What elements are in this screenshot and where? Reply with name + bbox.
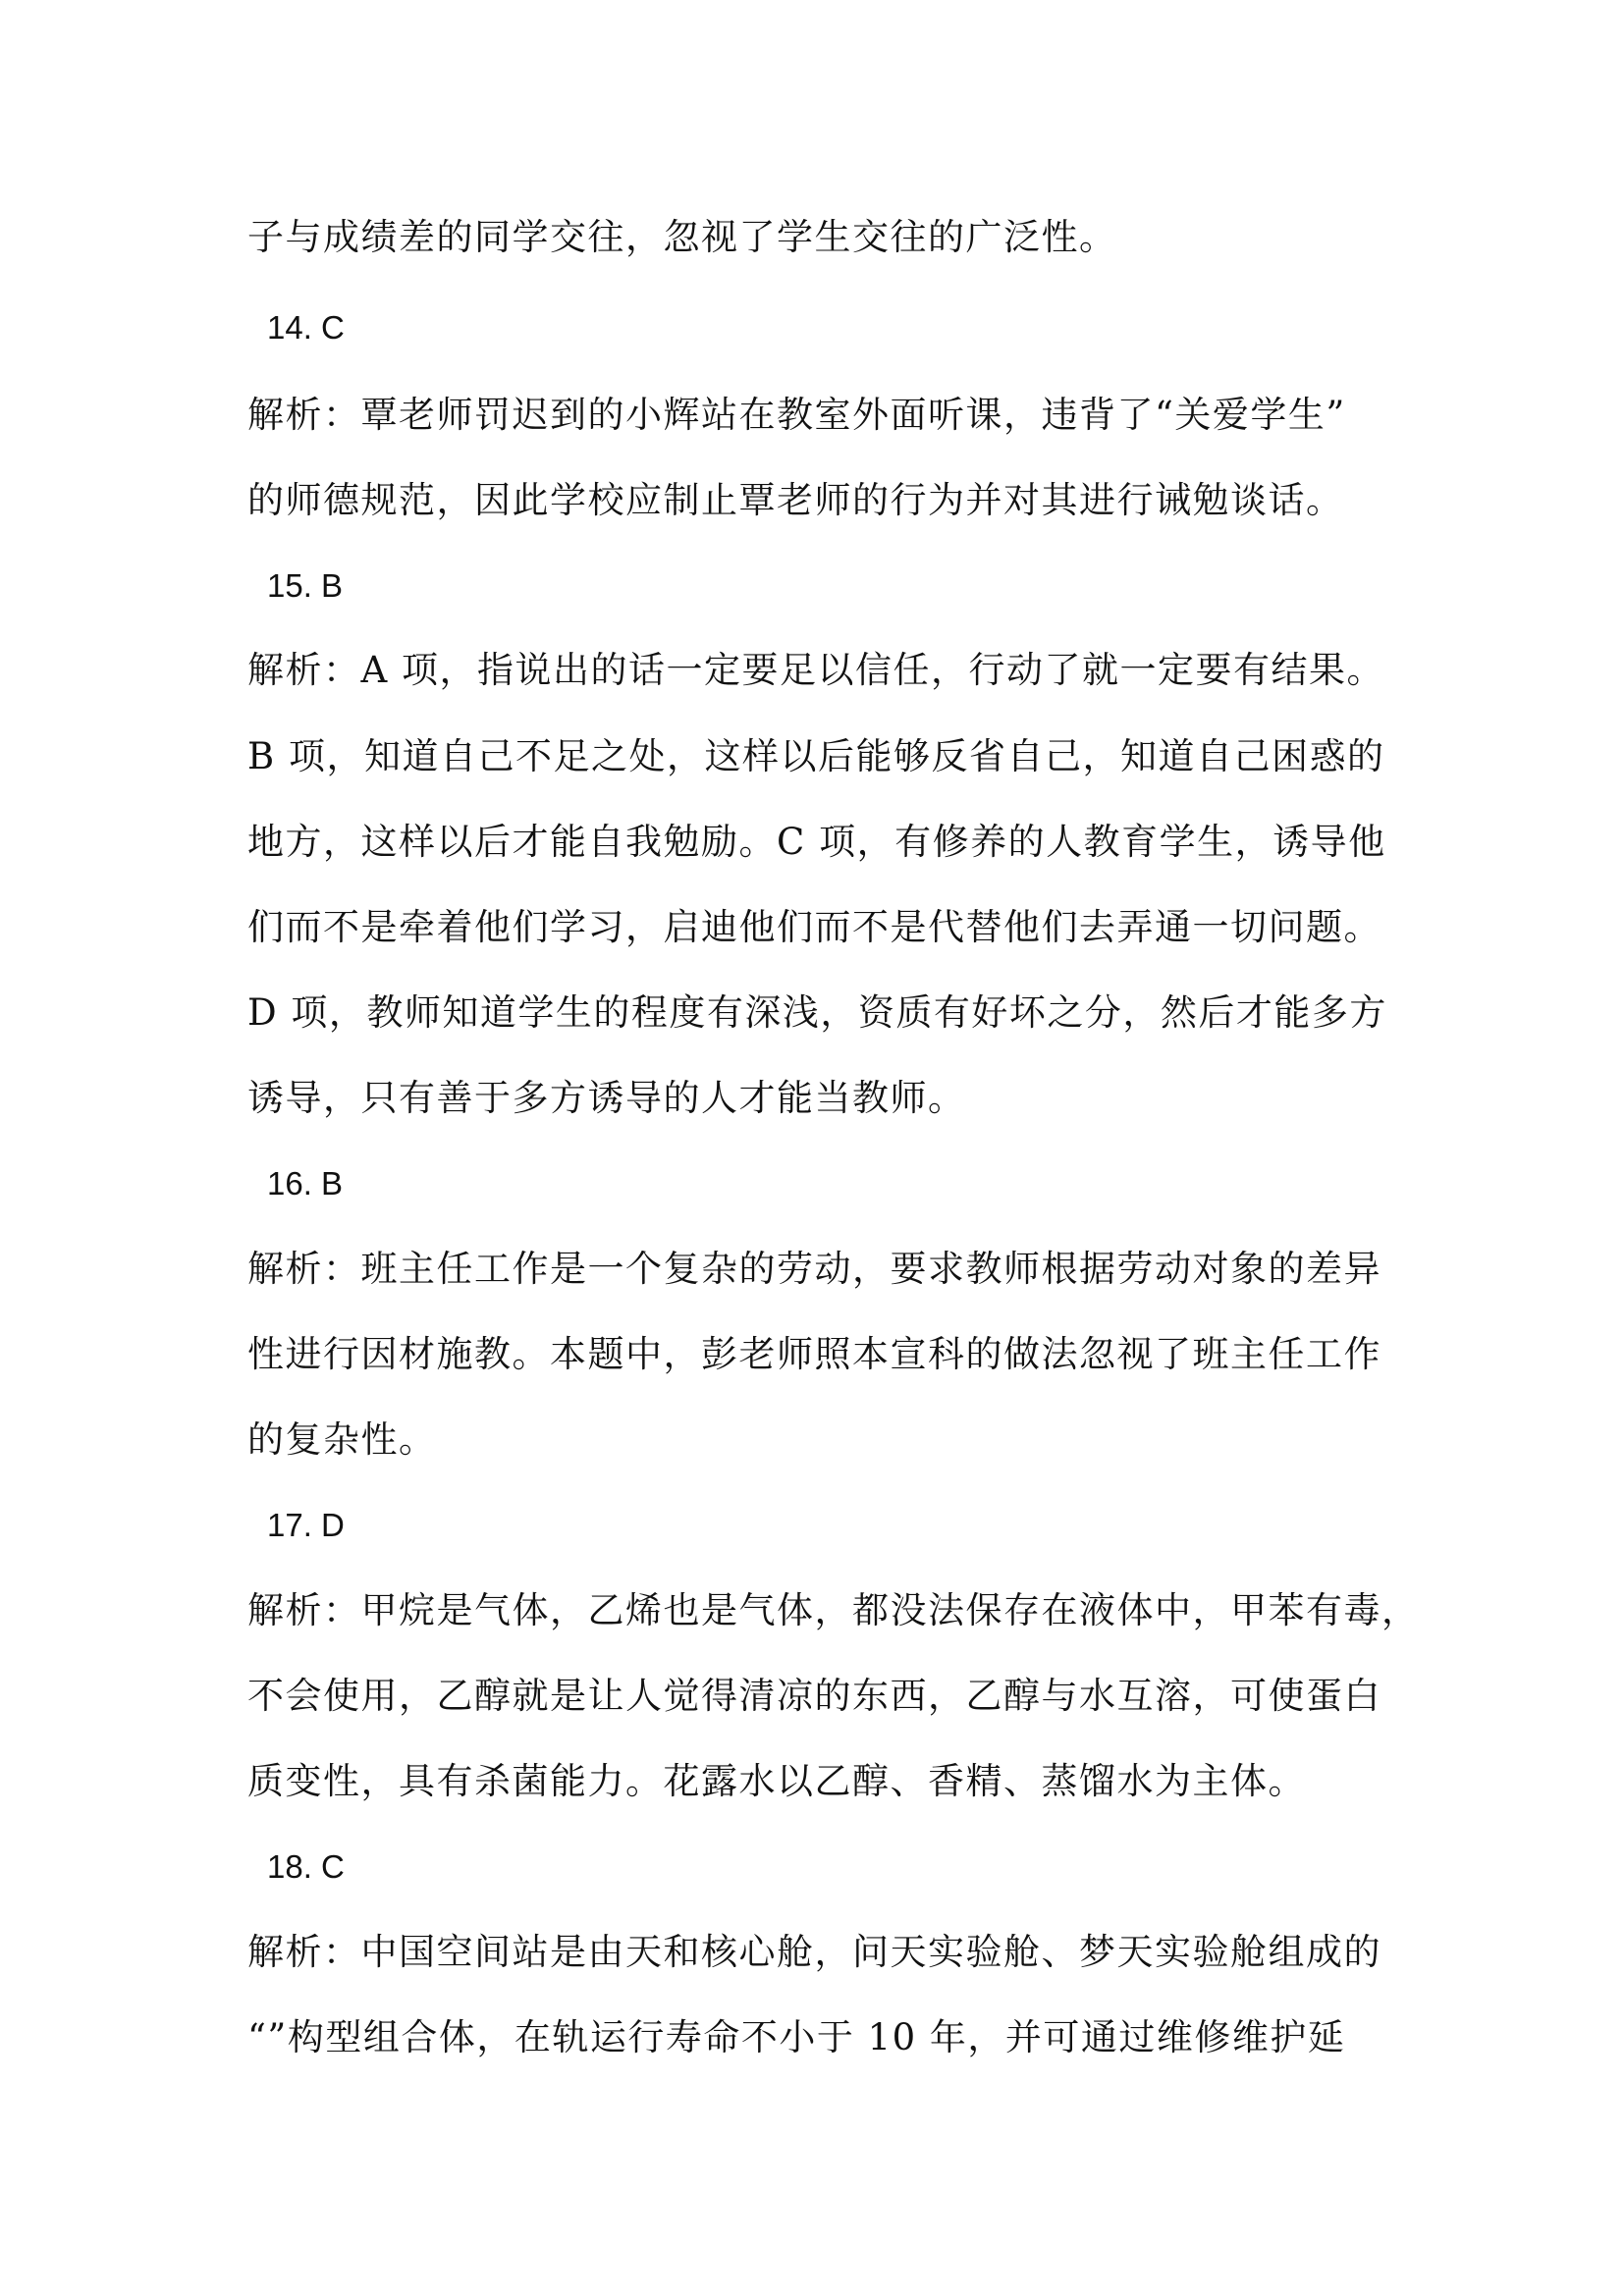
text-line: B 项，知道自己不足之处，这样以后能够反省自己，知道自己困惑的 bbox=[247, 735, 1385, 777]
question-number: 18. C bbox=[267, 1848, 345, 1885]
text-line: D 项，教师知道学生的程度有深浅，资质有好坏之分，然后才能多方 bbox=[247, 991, 1387, 1034]
text-line: 们而不是牵着他们学习，启迪他们而不是代替他们去弄通一切问题。 bbox=[247, 906, 1381, 948]
text-line: 质变性，具有杀菌能力。花露水以乙醇、香精、蒸馏水为主体。 bbox=[247, 1760, 1306, 1802]
question-number: 16. B bbox=[267, 1165, 344, 1201]
question-number: 15. B bbox=[267, 567, 344, 604]
question-number: 17. D bbox=[267, 1507, 345, 1543]
question-number: 14. C bbox=[267, 309, 345, 346]
text-line: “”构型组合体，在轨运行寿命不小于 10 年，并可通过维修维护延 bbox=[247, 2016, 1346, 2058]
text-line: 地方，这样以后才能自我勉励。C 项，有修养的人教育学生，诱导他 bbox=[247, 821, 1386, 863]
text-line: 解析：A 项，指说出的话一定要足以信任，行动了就一定要有结果。 bbox=[247, 649, 1384, 691]
text-line: 性进行因材施教。本题中，彭老师照本宣科的做法忽视了班主任工作 bbox=[247, 1333, 1381, 1375]
text-line: 的师德规范，因此学校应制止覃老师的行为并对其进行诫勉谈话。 bbox=[247, 479, 1344, 521]
text-line: 解析：中国空间站是由天和核心舱，问天实验舱、梦天实验舱组成的 bbox=[247, 1931, 1381, 1973]
text-line: 的复杂性。 bbox=[247, 1418, 437, 1461]
text-line: 子与成绩差的同学交往，忽视了学生交往的广泛性。 bbox=[247, 216, 1117, 258]
text-line: 解析：班主任工作是一个复杂的劳动，要求教师根据劳动对象的差异 bbox=[247, 1248, 1381, 1290]
text-line: 诱导，只有善于多方诱导的人才能当教师。 bbox=[247, 1077, 966, 1119]
text-line: 解析：覃老师罚迟到的小辉站在教室外面听课，违背了“关爱学生” bbox=[247, 394, 1346, 436]
text-line: 解析：甲烷是气体，乙烯也是气体，都没法保存在液体中，甲苯有毒， bbox=[247, 1589, 1420, 1631]
text-line: 不会使用，乙醇就是让人觉得清凉的东西，乙醇与水互溶，可使蛋白 bbox=[247, 1675, 1381, 1717]
